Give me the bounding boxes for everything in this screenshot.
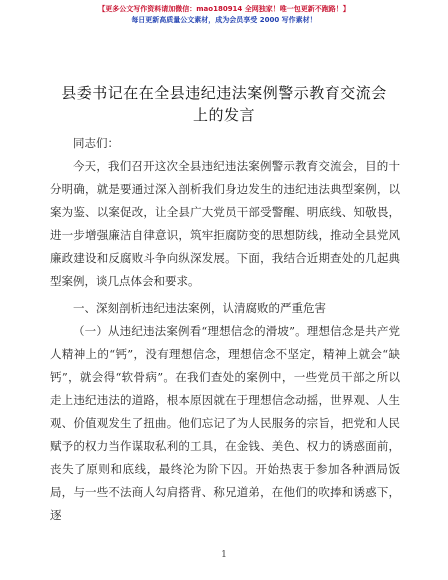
section-heading: 一、深刻剖析违纪违法案例，认清腐败的严重危害: [73, 301, 326, 315]
promo-banner-line-1: 【更多公文写作资料请加微信：mao180914 全网独家！唯一包更新不跑路！】: [98, 5, 350, 13]
salutation: 同志们：: [73, 136, 119, 150]
document-body: [50, 132, 400, 527]
subsection-paragraph: （一）从违纪违法案例看“理想信念的滑坡”。理想信念是共产党人精神上的“钙”，没有理想信念，理想信念不坚定，精神上就会“缺钙”，就会得“软骨病”。在我们查处的案例中，一些党员干部之所以走上违纪违法的道路，根本原因就在于理想信念动摇，世界观、人生观、价值观发生了扭曲。他们忘记了为人民服务的宗旨，把党和人民赋予的权力当作谋取私利的工具，在金钱、美色、权力的诱惑面前，丧失了原则和底线，最终沦为阶下囚。开始热衷于参加各种酒局饭局，与一些不法商人勾肩搭背、称兄道弟，在他们的吹捧和诱惑下，逐: [50, 324, 400, 522]
intro-paragraph: 今天，我们召开这次全县违纪违法案例警示教育交流会，目的十分明确，就是要通过深入剖析我们身边发生的违纪违法典型案例，以案为鉴、以案促改，让全县广大党员干部受警醒、明底线、知敬畏，进一步增强廉洁自律意识，筑牢拒腐防变的思想防线，推动全县党风廉政建设和反腐败斗争向纵深发展。下面，我结合近期查处的几起典型案例，谈几点体会和要求。: [50, 159, 400, 288]
page-number: 1: [221, 550, 227, 560]
promo-banner: [0, 4, 448, 26]
document-title: 县委书记在在全县违纪违法案例警示教育交流会上的发言: [61, 84, 387, 124]
promo-banner-line-2: 每日更新高质量公文素材，成为会员享受 2000 写作素材！: [131, 16, 317, 24]
